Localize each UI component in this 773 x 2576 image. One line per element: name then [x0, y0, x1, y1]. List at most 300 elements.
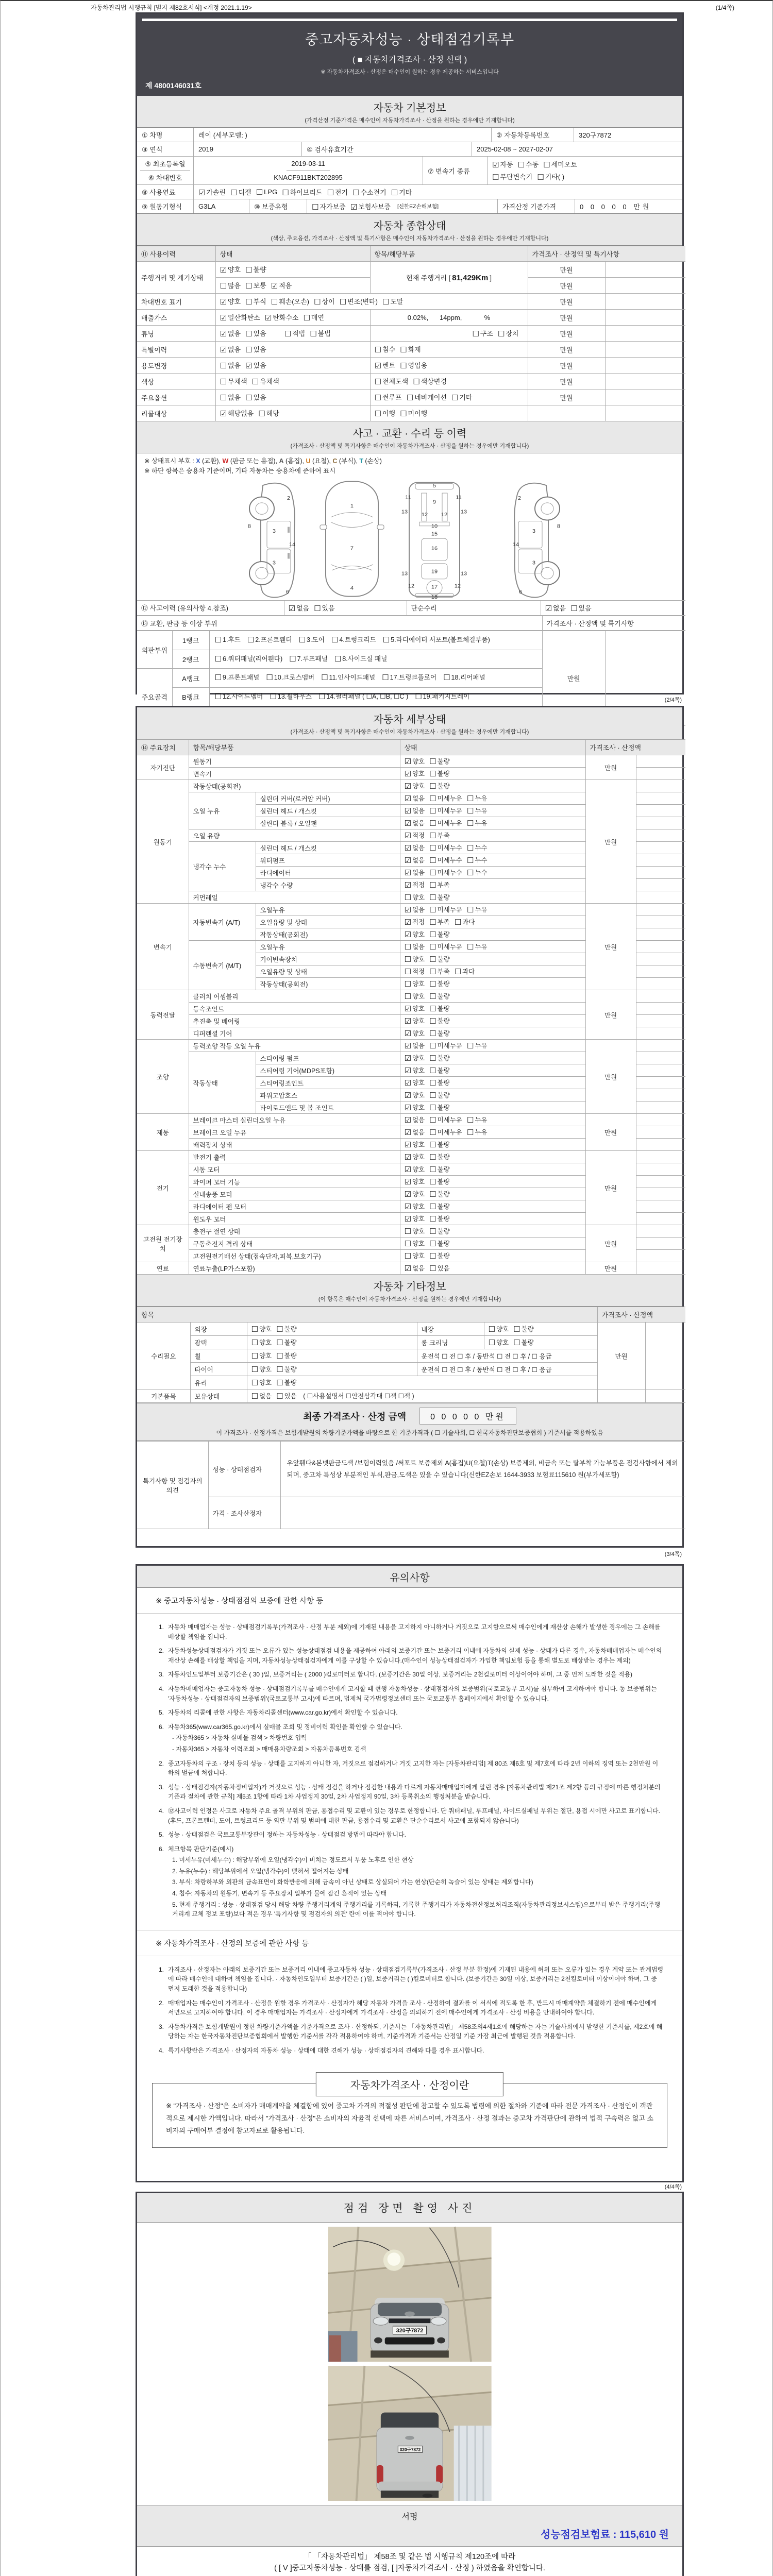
checkbox-미세누유[interactable]: ☐ 미세누유	[429, 906, 462, 914]
checkbox-불량[interactable]: ☐ 불량	[513, 1338, 534, 1347]
checkbox-기타( )[interactable]: ☐ 기타( )	[537, 173, 565, 182]
checkbox-양호[interactable]: ☑ 양호	[404, 1091, 425, 1100]
glass-options	[247, 1376, 597, 1389]
checkbox-양호[interactable]: ☑ 양호	[404, 782, 425, 791]
status-options	[400, 1003, 585, 1015]
note-cell	[636, 1250, 685, 1262]
checkbox-불량[interactable]: ☐ 불량	[429, 782, 450, 791]
checkbox-양호[interactable]: ☑ 양호	[404, 1153, 425, 1162]
status-options	[400, 1225, 585, 1238]
checkbox-불량[interactable]: ☐ 불량	[429, 1165, 450, 1174]
checkbox-양호[interactable]: ☑ 양호	[404, 1215, 425, 1224]
checkbox-누수[interactable]: ☐ 누수	[466, 844, 488, 853]
svg-text:14: 14	[289, 541, 296, 548]
note-cell	[636, 1213, 685, 1225]
col-appraisal: 가격조사 · 산정액	[585, 740, 685, 755]
checkbox-누유[interactable]: ☐ 누유	[466, 819, 488, 828]
svg-text:2: 2	[287, 495, 291, 501]
checkbox-디젤[interactable]: ☐ 디젤	[230, 188, 251, 197]
checkbox-양호[interactable]: ☑ 양호	[220, 266, 241, 275]
checkbox-없음[interactable]: ☑ 없음	[404, 844, 425, 853]
checkbox-적정[interactable]: ☐ 적정	[404, 968, 425, 976]
form-page-3	[136, 1564, 684, 2182]
final-price-label: 최종 가격조사 · 산정 금액	[303, 1411, 407, 1422]
wheel-positions[interactable]: 운전석 ☐ 전 ☐ 후 / 동반석 ☐ 전 ☐ 후 / ☐ 응급	[417, 1349, 597, 1363]
status-options	[400, 755, 585, 768]
notice-price-list	[137, 1956, 682, 2062]
item-label: 추진축 및 베어링	[189, 1015, 400, 1027]
item-label: 구동축전지 격리 상태	[189, 1238, 400, 1250]
checkbox-없음[interactable]: ☑ 없음	[404, 807, 425, 816]
checkbox-10.크로스멤버[interactable]: ☐ 10.크로스멤버	[266, 673, 315, 683]
checkbox-양호[interactable]: ☑ 양호	[404, 757, 425, 766]
checkbox-양호[interactable]: ☑ 양호	[404, 1017, 425, 1026]
svg-text:2: 2	[517, 495, 522, 501]
checkbox-18.리어패널[interactable]: ☐ 18.리어패널	[443, 673, 485, 683]
device-group-label: 원동기	[137, 780, 189, 904]
status-options	[400, 879, 585, 891]
checkbox-양호[interactable]: ☑ 양호	[404, 1079, 425, 1088]
checkbox-불량[interactable]: ☐ 불량	[429, 893, 450, 902]
checkbox-미세누수[interactable]: ☐ 미세누수	[429, 844, 462, 853]
checkbox-불량[interactable]: ☐ 불량	[429, 1153, 450, 1162]
checkbox-과다[interactable]: ☐ 과다	[454, 918, 475, 927]
status-options	[400, 904, 585, 916]
checkbox-누수[interactable]: ☐ 누수	[466, 869, 488, 877]
checkbox-양호[interactable]: ☐ 양호	[251, 1365, 272, 1374]
checkbox-불량[interactable]: ☐ 불량	[429, 1252, 450, 1261]
detail-row	[137, 1151, 685, 1163]
checkbox-미세누유[interactable]: ☐ 미세누유	[429, 943, 462, 952]
checkbox-누유[interactable]: ☐ 누유	[466, 807, 488, 816]
checkbox-과다[interactable]: ☐ 과다	[454, 968, 475, 976]
checkbox-변조(변타)[interactable]: ☐ 변조(변타)	[339, 298, 378, 307]
item-label: 실린더 커버(로커암 커버)	[256, 792, 400, 805]
checkbox-양호[interactable]: ☑ 양호	[404, 770, 425, 778]
note-cell	[636, 1163, 685, 1176]
subgroup-label: 오일 누유	[189, 792, 256, 829]
checkbox-없음[interactable]: ☑ 없음	[288, 604, 310, 613]
status-options	[400, 1200, 585, 1213]
checkbox-누유[interactable]: ☐ 누유	[466, 1128, 488, 1137]
checkbox-적음[interactable]: ☑ 적음	[271, 282, 292, 291]
page-meta	[91, 3, 734, 12]
checkbox-11.인사이드패널[interactable]: ☐ 11.인사이드패널	[321, 673, 376, 683]
svg-text:17: 17	[431, 584, 438, 590]
checkbox-적법[interactable]: ☐ 적법	[284, 330, 306, 338]
checkbox-14.필러패널 ( ☐A, ☐B, ☐C )[interactable]: ☐ 14.필러패널 ( ☐A, ☐B, ☐C )	[318, 692, 409, 701]
recall-row	[137, 405, 685, 421]
checkbox-양호[interactable]: ☐ 양호	[251, 1338, 272, 1347]
tuning-kind-options	[370, 326, 528, 342]
item-label: 타이로드엔드 및 볼 조인트	[256, 1101, 400, 1114]
checkbox-장치[interactable]: ☐ 장치	[497, 330, 519, 338]
col-major-device: ⑭ 주요장치	[137, 740, 189, 755]
checkbox-기타[interactable]: ☐ 기타	[451, 394, 473, 402]
note-cell	[636, 780, 685, 792]
checkbox-양호[interactable]: ☑ 양호	[404, 1202, 425, 1211]
checkbox-미세누유[interactable]: ☐ 미세누유	[429, 794, 462, 803]
checkbox-불량[interactable]: ☐ 불량	[276, 1325, 297, 1334]
checkbox-불량[interactable]: ☐ 불량	[429, 1141, 450, 1149]
checkbox-일산화탄소[interactable]: ☑ 일산화탄소	[220, 314, 260, 323]
checkbox-미이행[interactable]: ☐ 미이행	[400, 410, 428, 418]
basic-info-band	[137, 96, 682, 128]
checkbox-미세누수[interactable]: ☐ 미세누수	[429, 869, 462, 877]
final-price-note[interactable]: 이 가격조사 · 산정가격은 보험개발원의 차량기준가액을 바탕으로 한 기준가격과 ( ☐ 기술사회, ☐ 한국자동차진단보증협회 ) 기준서를 적용하였음	[216, 1429, 603, 1436]
checkbox-1.후드[interactable]: ☐ 1.후드	[214, 635, 241, 645]
detail-row	[137, 780, 685, 792]
checkbox-양호[interactable]: ☑ 양호	[404, 930, 425, 939]
checkbox-미세누유[interactable]: ☐ 미세누유	[429, 819, 462, 828]
basic-row-year	[137, 142, 682, 157]
checkbox-영업용[interactable]: ☐ 영업용	[400, 362, 428, 370]
checkbox-양호[interactable]: ☑ 양호	[404, 1029, 425, 1038]
svg-text:320구7872: 320구7872	[396, 2327, 424, 2334]
checkbox-누유[interactable]: ☐ 누유	[466, 1116, 488, 1125]
checkbox-불량[interactable]: ☐ 불량	[429, 930, 450, 939]
svg-text:3: 3	[532, 560, 536, 566]
checkbox-자동[interactable]: ☑ 자동	[492, 161, 513, 170]
checkbox-있음[interactable]: ☐ 있음	[245, 346, 266, 354]
checkbox-가솔린[interactable]: ☑ 가솔린	[198, 188, 226, 197]
detail-subtitle: (가격조사 · 산정액 및 특기사항은 매수인이 자동차가격조사 · 산정을 원하는 경우에만 기재합니다)	[290, 729, 529, 735]
tuning-label: 튜닝	[137, 326, 215, 342]
accident-history-row	[137, 600, 685, 615]
hold-paren-items[interactable]: ( ☐사용설명서 ☐안전삼각대 ☐잭 ☐잭 )	[303, 1393, 414, 1400]
checkbox-양호[interactable]: ☐ 양호	[404, 1227, 425, 1236]
checkbox-17.트렁크플로어[interactable]: ☐ 17.트렁크플로어	[382, 673, 437, 683]
checkbox-있음[interactable]: ☐ 있음	[276, 1392, 297, 1401]
checkbox-5.라디에이터 서포트(볼트체결부품)[interactable]: ☐ 5.라디에이터 서포트(볼트체결부품)	[382, 635, 490, 645]
basic-row-engine	[137, 199, 682, 213]
svg-text:8: 8	[247, 523, 251, 530]
item-label: 충전구 절연 상태	[189, 1225, 400, 1238]
checkbox-적정[interactable]: ☑ 적정	[404, 918, 425, 927]
checkbox-부족[interactable]: ☐ 부족	[429, 918, 450, 927]
checkbox-불량[interactable]: ☐ 불량	[429, 1054, 450, 1063]
basic-items-group: 기본품목	[137, 1389, 190, 1403]
svg-text:15: 15	[431, 531, 438, 537]
checkbox-불량[interactable]: ☐ 불량	[276, 1365, 297, 1374]
checkbox-적정[interactable]: ☑ 적정	[404, 881, 425, 890]
checkbox-네비게이션[interactable]: ☐ 네비게이션	[406, 394, 447, 402]
checkbox-없음[interactable]: ☑ 없음	[404, 819, 425, 828]
status-options	[400, 829, 585, 842]
checkbox-9.프론트패널[interactable]: ☐ 9.프론트패널	[214, 673, 260, 683]
polish-label: 광택	[190, 1336, 247, 1349]
checkbox-양호[interactable]: ☐ 양호	[404, 992, 425, 1001]
checkbox-불량[interactable]: ☐ 불량	[429, 1091, 450, 1100]
checkbox-불량[interactable]: ☐ 불량	[429, 1005, 450, 1013]
checkbox-누유[interactable]: ☐ 누유	[466, 906, 488, 914]
checkbox-8.사이드실 패널[interactable]: ☐ 8.사이드실 패널	[334, 654, 388, 664]
checkbox-양호[interactable]: ☑ 양호	[404, 1066, 425, 1075]
checkbox-없음[interactable]: ☑ 없음	[404, 1116, 425, 1125]
special-history-row	[137, 342, 685, 358]
checkbox-훼손(오손)[interactable]: ☐ 훼손(오손)	[271, 298, 309, 307]
note-cell	[636, 817, 685, 829]
checkbox-양호[interactable]: ☐ 양호	[488, 1338, 509, 1347]
header-stripe	[142, 19, 677, 21]
checkbox-7.루프패널[interactable]: ☐ 7.루프패널	[289, 654, 328, 664]
checkbox-양호[interactable]: ☐ 양호	[404, 1240, 425, 1248]
checkbox-화재[interactable]: ☐ 화재	[400, 346, 421, 354]
checkbox-불량[interactable]: ☐ 불량	[429, 1079, 450, 1088]
checkbox-누유[interactable]: ☐ 누유	[466, 1042, 488, 1050]
checkbox-12.사이드멤버[interactable]: ☐ 12.사이드멤버	[214, 692, 263, 701]
svg-text:6: 6	[518, 588, 523, 595]
checkbox-불량[interactable]: ☐ 불량	[276, 1379, 297, 1387]
checkbox-LPG[interactable]: ☐ LPG	[256, 188, 278, 197]
checkbox-3.도어[interactable]: ☐ 3.도어	[298, 635, 325, 645]
status-options	[400, 768, 585, 780]
checkbox-있음[interactable]: ☐ 있음	[245, 330, 266, 338]
checkbox-많음[interactable]: ☐ 많음	[220, 282, 241, 291]
recall-options	[215, 405, 370, 421]
status-options	[400, 1250, 585, 1262]
note-cell	[636, 1225, 685, 1238]
checkbox-수동[interactable]: ☐ 수동	[517, 161, 539, 170]
item-label: 워터펌프	[256, 854, 400, 867]
checkbox-적정[interactable]: ☑ 적정	[404, 832, 425, 840]
checkbox-미세누유[interactable]: ☐ 미세누유	[429, 1042, 462, 1050]
note-cell	[636, 941, 685, 953]
checkbox-양호[interactable]: ☑ 양호	[404, 1165, 425, 1174]
checkbox-해당없음[interactable]: ☑ 해당없음	[220, 410, 254, 418]
device-group-label: 동력전달	[137, 990, 189, 1040]
checkbox-부식[interactable]: ☐ 부식	[245, 298, 266, 307]
checkbox-양호[interactable]: ☐ 양호	[251, 1352, 272, 1361]
checkbox-불량[interactable]: ☐ 불량	[429, 1227, 450, 1236]
item-label: 동력조향 작동 오일 누유	[189, 1040, 400, 1052]
checkbox-없음[interactable]: ☐ 없음	[220, 362, 241, 370]
checkbox-해당[interactable]: ☐ 해당	[258, 410, 279, 418]
detail-band	[137, 707, 682, 739]
checkbox-세미오토[interactable]: ☐ 세미오토	[543, 161, 577, 170]
checkbox-없음[interactable]: ☑ 없음	[404, 1264, 425, 1273]
checkbox-양호[interactable]: ☑ 양호	[404, 1178, 425, 1187]
checkbox-양호[interactable]: ☐ 양호	[404, 893, 425, 902]
checkbox-탄화수소[interactable]: ☑ 탄화수소	[264, 314, 299, 323]
status-code-W: W	[222, 457, 229, 465]
svg-text:12: 12	[421, 512, 428, 518]
checkbox-없음[interactable]: ☐ 없음	[220, 394, 241, 402]
form-page-2	[136, 706, 684, 1548]
price-appraisal-select: ( ■ 자동차가격조사 · 산정 선택 )	[352, 56, 467, 64]
checkbox-불량[interactable]: ☐ 불량	[429, 992, 450, 1001]
appraiser-opinion-row	[137, 1497, 685, 1529]
checkbox-양호[interactable]: ☑ 양호	[404, 1104, 425, 1112]
checkbox-있음[interactable]: ☐ 있음	[245, 394, 266, 402]
special-kind-options	[370, 342, 528, 358]
checkbox-불량[interactable]: ☐ 불량	[245, 266, 266, 275]
checkbox-전체도색[interactable]: ☐ 전체도색	[374, 378, 409, 386]
checkbox-불량[interactable]: ☐ 불량	[429, 1240, 450, 1248]
checkbox-없음[interactable]: ☑ 없음	[404, 869, 425, 877]
checkbox-양호[interactable]: ☐ 양호	[404, 1252, 425, 1261]
checkbox-누유[interactable]: ☐ 누유	[466, 794, 488, 803]
confirmation-statement: 「 「자동차관리법」 제58조 및 같은 법 시행규칙 제120조에 따라 ( [ V ]중고자동차성능 · 상태를 점검, [ ]자동차가격조사 · 산정 ) 하였음을 확인합니다.	[274, 2553, 545, 2573]
item-label: 시동 모터	[189, 1163, 400, 1176]
special-history-label: 특별이력	[137, 342, 215, 358]
checkbox-불량[interactable]: ☐ 불량	[429, 1190, 450, 1199]
checkbox-불량[interactable]: ☐ 불량	[429, 1215, 450, 1224]
price-appraisal-infobox	[152, 2079, 667, 2148]
checkbox-없음[interactable]: ☐ 없음	[404, 943, 425, 952]
checkbox-없음[interactable]: ☑ 없음	[404, 1128, 425, 1137]
checkbox-양호[interactable]: ☑ 양호	[404, 1141, 425, 1149]
checkbox-있음[interactable]: ☐ 있음	[314, 604, 335, 613]
checkbox-양호[interactable]: ☐ 양호	[251, 1379, 272, 1387]
checkbox-없음[interactable]: ☑ 없음	[220, 330, 241, 338]
checkbox-양호[interactable]: ☑ 양호	[404, 1005, 425, 1013]
price-cell: 만원	[585, 1114, 636, 1151]
svg-text:5: 5	[432, 482, 436, 489]
checkbox-불량[interactable]: ☐ 불량	[276, 1338, 297, 1347]
rankA-items	[209, 669, 542, 688]
checkbox-누수[interactable]: ☐ 누수	[466, 856, 488, 865]
item-label: 오일누유	[256, 904, 400, 916]
checkbox-없음[interactable]: ☑ 없음	[404, 906, 425, 914]
basic-row-reg-vin-trans	[137, 157, 682, 185]
checkbox-이행[interactable]: ☐ 이행	[374, 410, 396, 418]
item-label: 발전기 출력	[189, 1151, 400, 1163]
checkbox-미세누유[interactable]: ☐ 미세누유	[429, 1116, 462, 1125]
checkbox-있음[interactable]: ☐ 있음	[570, 604, 592, 613]
checkbox-불량[interactable]: ☐ 불량	[429, 1202, 450, 1211]
checkbox-없음[interactable]: ☑ 없음	[404, 856, 425, 865]
overall-status-band	[137, 213, 682, 246]
wheel-label: 휠	[190, 1349, 247, 1363]
basic-info-subtitle: (가격산정 기준가격은 매수인이 자동차가격조사 · 산정을 원하는 경우에만 기재합니다)	[305, 117, 515, 124]
exterior-label: 외장	[190, 1323, 247, 1336]
checkbox-6.쿼터패널(리어휀다)[interactable]: ☐ 6.쿼터패널(리어휀다)	[214, 654, 283, 664]
checkbox-양호[interactable]: ☐ 양호	[251, 1325, 272, 1334]
checkbox-부족[interactable]: ☐ 부족	[429, 881, 450, 890]
checkbox-침수[interactable]: ☐ 침수	[374, 346, 396, 354]
notice-item: 2. 매매업자는 매수인이 가격조사 · 산정을 원할 경우 가격조사 · 산정자가 해당 자동차 가격을 조사 · 산정하여 결과를 이 서식에 적도록 한 후, 반드시 매매계약을 체결하기 전에 매수인에게 서면으로 고지하여야 합니다. 이 경우 매매업자는 가격조사 · 산정자에게 가격조사 · 산정을 의뢰하기 전에 매수인에게 가격조사 · 산정 비용을 안내하여야 합니다.	[158, 1999, 657, 2016]
checkbox-무채색[interactable]: ☐ 무채색	[220, 378, 247, 386]
tire-positions[interactable]: 운전석 ☐ 전 ☐ 후 / 동반석 ☐ 전 ☐ 후 / ☐ 응급	[417, 1363, 597, 1376]
checkbox-미세누유[interactable]: ☐ 미세누유	[429, 807, 462, 816]
device-group-label: 제동	[137, 1114, 189, 1151]
checkbox-구조[interactable]: ☐ 구조	[472, 330, 493, 338]
checkbox-없음[interactable]: ☑ 없음	[545, 604, 566, 613]
subgroup-label: 자동변속기 (A/T)	[189, 904, 256, 941]
checkbox-부족[interactable]: ☐ 부족	[429, 968, 450, 976]
checkbox-불량[interactable]: ☐ 불량	[429, 1066, 450, 1075]
checkbox-없음[interactable]: ☑ 없음	[220, 346, 241, 354]
note-cell	[636, 1040, 685, 1052]
vin-mark-options	[215, 294, 528, 310]
vin-value: KNACF911BKT202895	[274, 174, 343, 181]
checkbox-불량[interactable]: ☐ 불량	[429, 1104, 450, 1112]
price-cell: 만원	[528, 262, 605, 278]
checkbox-양호[interactable]: ☐ 양호	[488, 1325, 509, 1334]
checkbox-보통[interactable]: ☐ 보통	[245, 282, 266, 291]
checkbox-불량[interactable]: ☐ 불량	[429, 980, 450, 989]
checkbox-매연[interactable]: ☐ 매연	[303, 314, 325, 323]
checkbox-불량[interactable]: ☐ 불량	[429, 1017, 450, 1026]
price-cell: 만원	[585, 904, 636, 990]
price-cell: 만원	[585, 1040, 636, 1114]
checkbox-미세누수[interactable]: ☐ 미세누수	[429, 856, 462, 865]
checkbox-19.패키지트레이[interactable]: ☐ 19.패키지트레이	[415, 692, 470, 701]
checkbox-부족[interactable]: ☐ 부족	[429, 832, 450, 840]
checkbox-양호[interactable]: ☐ 양호	[404, 980, 425, 989]
checkbox-전기[interactable]: ☐ 전기	[327, 188, 348, 197]
checkbox-양호[interactable]: ☐ 양호	[404, 955, 425, 964]
service-note: ※ 자동차가격조사 · 산정은 매수인이 원하는 경우 제공하는 서비스입니다	[321, 69, 499, 75]
checkbox-자가보증[interactable]: ☐ 자가보증	[312, 202, 346, 212]
simple-repair-options	[541, 600, 685, 615]
checkbox-2.프론트휀더[interactable]: ☐ 2.프론트휀더	[247, 635, 292, 645]
status-options	[400, 1015, 585, 1027]
checkbox-불량[interactable]: ☐ 불량	[513, 1325, 534, 1334]
checkbox-무단변속기[interactable]: ☐ 무단변속기	[492, 173, 533, 182]
checkbox-양호[interactable]: ☑ 양호	[404, 1190, 425, 1199]
checkbox-불량[interactable]: ☐ 불량	[429, 1029, 450, 1038]
checkbox-상이[interactable]: ☐ 상이	[314, 298, 335, 307]
checkbox-없음[interactable]: ☑ 없음	[404, 1042, 425, 1050]
exchange-price-header: 가격조사 · 산정액 및 특기사항	[542, 616, 685, 630]
checkbox-불량[interactable]: ☐ 불량	[429, 1178, 450, 1187]
item-label: 작동상태(공회전)	[189, 780, 400, 792]
checkbox-유채색[interactable]: ☐ 유채색	[251, 378, 279, 386]
svg-text:13: 13	[401, 570, 408, 577]
checkbox-기타[interactable]: ☐ 기타	[391, 188, 412, 197]
price-cell: 만원	[585, 1225, 636, 1262]
checkbox-13.휠하우스[interactable]: ☐ 13.휠하우스	[270, 692, 312, 701]
checkbox-색상변경[interactable]: ☐ 색상변경	[413, 378, 447, 386]
checkbox-불량[interactable]: ☐ 불량	[429, 770, 450, 778]
checkbox-있음[interactable]: ☐ 있음	[429, 1264, 450, 1273]
status-options	[400, 978, 585, 990]
checkbox-하이브리드[interactable]: ☐ 하이브리드	[282, 188, 323, 197]
appraiser-label: 가격 · 조사산정자	[208, 1497, 280, 1529]
checkbox-미세누유[interactable]: ☐ 미세누유	[429, 1128, 462, 1137]
first-reg-label: ⑤ 최초등록일	[140, 157, 190, 171]
checkbox-양호[interactable]: ☑ 양호	[404, 1054, 425, 1063]
checkbox-양호[interactable]: ☑ 양호	[220, 298, 241, 307]
price-cell: 만원	[528, 294, 605, 310]
note-cell	[636, 1176, 685, 1188]
checkbox-썬루프[interactable]: ☐ 썬루프	[374, 394, 402, 402]
item-label: 고전원전기배선 상태(접속단자,피복,보호기구)	[189, 1250, 400, 1262]
rankB-items	[209, 688, 542, 707]
rankB-label: B랭크	[172, 688, 209, 707]
checkbox-수소전기[interactable]: ☐ 수소전기	[352, 188, 386, 197]
price-cell: 만원	[585, 990, 636, 1040]
checkbox-불량[interactable]: ☐ 불량	[429, 757, 450, 766]
checkbox-불량[interactable]: ☐ 불량	[429, 955, 450, 964]
checkbox-있음[interactable]: ☑ 있음	[245, 362, 266, 370]
checkbox-없음[interactable]: ☑ 없음	[404, 794, 425, 803]
checkbox-누유[interactable]: ☐ 누유	[466, 943, 488, 952]
note-cell	[636, 928, 685, 941]
checkbox-보험사보증[interactable]: ☑ 보험사보증	[350, 202, 391, 212]
checkbox-불량[interactable]: ☐ 불량	[276, 1352, 297, 1361]
checkbox-도말[interactable]: ☐ 도말	[382, 298, 404, 307]
svg-text:13: 13	[460, 509, 467, 515]
checkbox-없음[interactable]: ☐ 없음	[251, 1392, 272, 1401]
checkbox-렌트[interactable]: ☑ 렌트	[374, 362, 396, 370]
checkbox-4.트렁크리드[interactable]: ☐ 4.트렁크리드	[331, 635, 376, 645]
transmission-options-2	[492, 172, 569, 182]
status-options	[400, 792, 585, 805]
checkbox-불법[interactable]: ☐ 불법	[310, 330, 331, 338]
